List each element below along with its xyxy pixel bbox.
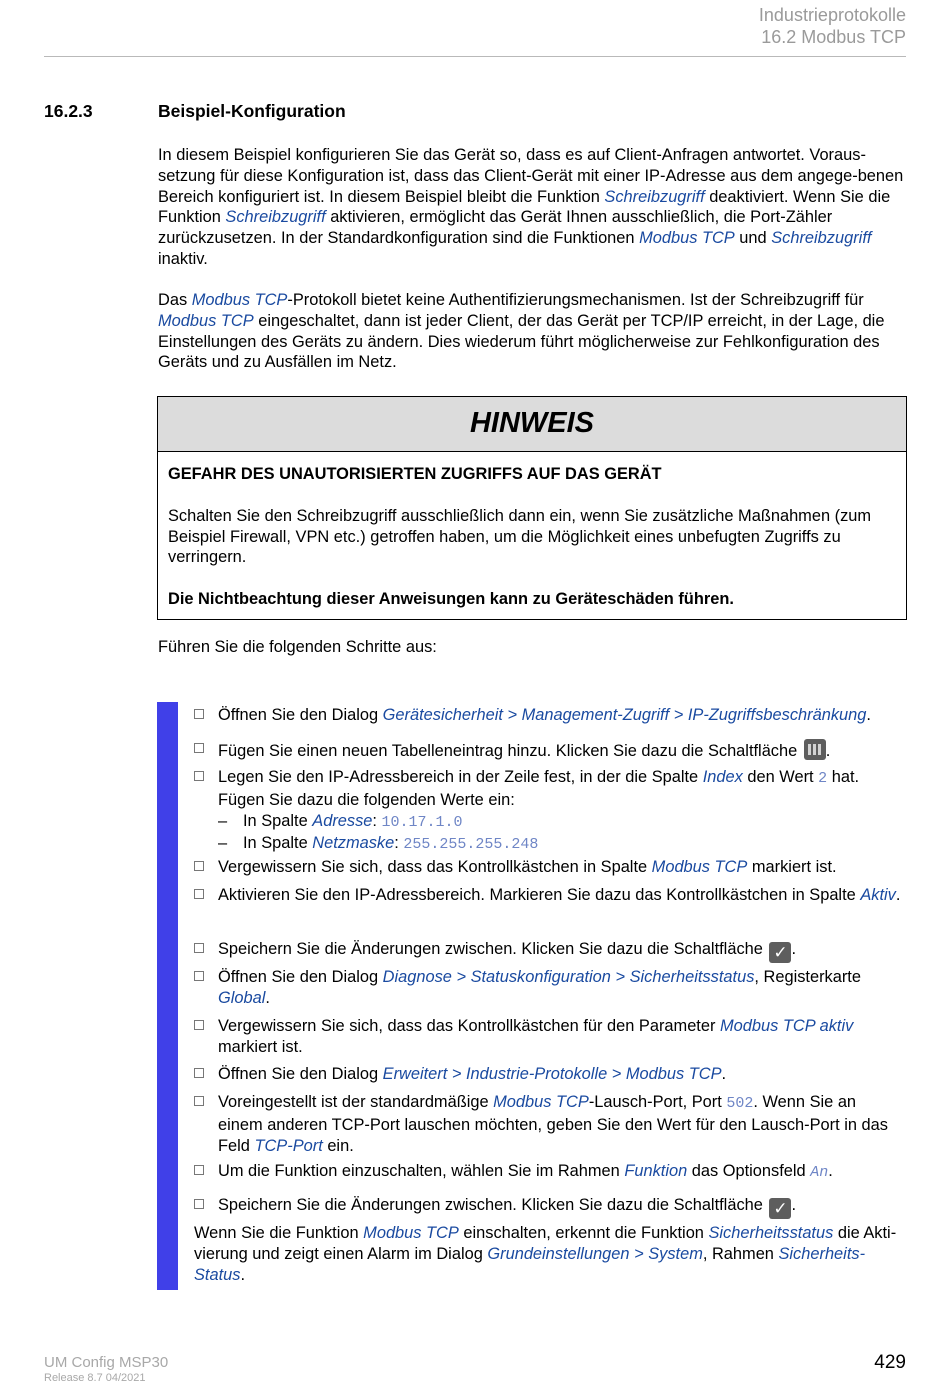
- paragraph-intro: In diesem Beispiel konfigurieren Sie das Gerät so, dass es auf Client-Anfragen antwortet. Voraus-setzung für diese Konfiguration ist, dass das Client-Gerät mit einer IP-Adresse aus dem angege-benen Bereich konfiguriert ist. In diesem Beispiel bleibt die Funktion Schreibzugriff deaktiviert. Wenn Sie die Funktion Schreibzugriff aktivieren, ermöglicht das Gerät Ihnen ausschließlich, die Port-Zähler zurückzusetzen. In der Standardkonfiguration sind die Funktionen Modbus TCP und Schreibzugriff inaktiv.: [158, 146, 904, 268]
- step-11: Um die Funktion einzuschalten, wählen Sie im Rahmen Funktion das Optionsfeld An.: [194, 1161, 904, 1184]
- procedure-bar: [157, 702, 178, 1290]
- substep-netmask: – In Spalte Netzmaske: 255.255.255.248: [218, 834, 539, 854]
- step-2: Fügen Sie einen neuen Tabelleneintrag hinzu. Klicken Sie dazu die Schaltfläche .: [194, 739, 904, 762]
- step-8: Vergewissern Sie sich, dass das Kontrollkästchen für den Parameter Modbus TCP aktiv markiert ist.: [194, 1016, 904, 1058]
- step-checkbox-icon: [194, 743, 204, 753]
- substep-address: – In Spalte Adresse: 10.17.1.0: [218, 811, 463, 831]
- step-10: Voreingestellt ist der standardmäßige Modbus TCP-Lausch-Port, Port 502. Wenn Sie an einem anderen TCP-Port lauschen möchten, geben Sie den Wert für den Lausch-Port in das Feld TCP-Port ein.: [194, 1092, 904, 1156]
- header-divider: [44, 56, 906, 57]
- steps-intro: Führen Sie die folgenden Schritte aus:: [158, 638, 437, 656]
- notice-heading: HINWEIS: [158, 397, 906, 452]
- step-checkbox-icon: [194, 1096, 204, 1106]
- step-checkbox-icon: [194, 771, 204, 781]
- running-header: [759, 4, 906, 48]
- step-4: Vergewissern Sie sich, dass das Kontrollkästchen in Spalte Modbus TCP markiert ist.: [194, 857, 904, 878]
- step-5: Aktivieren Sie den IP-Adressbereich. Markieren Sie dazu das Kontrollkästchen in Spalte Aktiv.: [194, 885, 904, 906]
- step-6: Speichern Sie die Änderungen zwischen. Klicken Sie dazu die Schaltfläche ✓ .: [194, 939, 904, 963]
- step-checkbox-icon: [194, 943, 204, 953]
- step-checkbox-icon: [194, 1199, 204, 1209]
- step-checkbox-icon: [194, 1020, 204, 1030]
- step-1: Öffnen Sie den Dialog Gerätesicherheit > Management-Zugriff > IP-Zugriffsbeschränkung.: [194, 705, 904, 726]
- notice-box: [157, 396, 907, 620]
- step-checkbox-icon: [194, 1165, 204, 1175]
- page-number: 429: [874, 1352, 906, 1373]
- step-9: Öffnen Sie den Dialog Erweitert > Industrie-Protokolle > Modbus TCP.: [194, 1064, 904, 1085]
- section-number: 16.2.3: [44, 101, 93, 121]
- save-check-icon[interactable]: ✓: [769, 942, 791, 963]
- footer-document: UM Config MSP30: [44, 1354, 169, 1371]
- step-checkbox-icon: [194, 861, 204, 871]
- header-chapter: Industrieprotokolle: [758, 5, 906, 25]
- step-checkbox-icon: [194, 971, 204, 981]
- notice-title: GEFAHR DES UNAUTORISIERTEN ZUGRIFFS AUF DAS GERÄT: [168, 465, 662, 483]
- step-checkbox-icon: [194, 709, 204, 719]
- notice-warning: Die Nichtbeachtung dieser Anweisungen kann zu Geräteschäden führen.: [168, 590, 734, 609]
- save-check-icon[interactable]: ✓: [769, 1198, 791, 1219]
- step-12: Speichern Sie die Änderungen zwischen. Klicken Sie dazu die Schaltfläche ✓ .: [194, 1195, 904, 1219]
- step-result: Wenn Sie die Funktion Modbus TCP einschalten, erkennt die Funktion Sicherheitsstatus die Akti-vierung und zeigt einen Alarm im Dialog Grundeinstellungen > System, Rahmen Sicherheits-Status.: [194, 1224, 897, 1284]
- notice-body-text: Schalten Sie den Schreibzugriff ausschließlich dann ein, wenn Sie zusätzliche Maßnahmen (zum Beispiel Firewall, VPN etc.) getroffen haben, um die Möglichkeit eines unbefugten Zugriffs zu verringern.: [168, 506, 872, 567]
- footer-release: Release 8.7 04/2021: [44, 1372, 146, 1384]
- header-section: 16.2 Modbus TCP: [761, 27, 906, 47]
- add-table-entry-icon[interactable]: [804, 739, 826, 760]
- step-checkbox-icon: [194, 1068, 204, 1078]
- section-title: Beispiel-Konfiguration: [158, 101, 346, 121]
- paragraph-security: Das Modbus TCP-Protokoll bietet keine Authentifizierungsmechanismen. Ist der Schreibzugriff für Modbus TCP eingeschaltet, dann ist jeder Client, der das Gerät per TCP/IP erreicht, in der Lage, die Einstellungen des Geräts zu ändern. Dies wiederum führt möglicherweise zur Fehlkonfiguration des Geräts und zu Ausfällen im Netz.: [158, 291, 885, 372]
- step-3: Legen Sie den IP-Adressbereich in der Zeile fest, in der die Spalte Index den Wert 2 hat. Fügen Sie dazu die folgenden Werte ein: – In Spalte Adresse: 10.17.1.0 – In Spalte Netzmaske: 255.255.255.248: [194, 767, 904, 856]
- step-checkbox-icon: [194, 889, 204, 899]
- step-7: Öffnen Sie den Dialog Diagnose > Statuskonfiguration > Sicherheitsstatus, Registerkarte Global.: [194, 967, 904, 1009]
